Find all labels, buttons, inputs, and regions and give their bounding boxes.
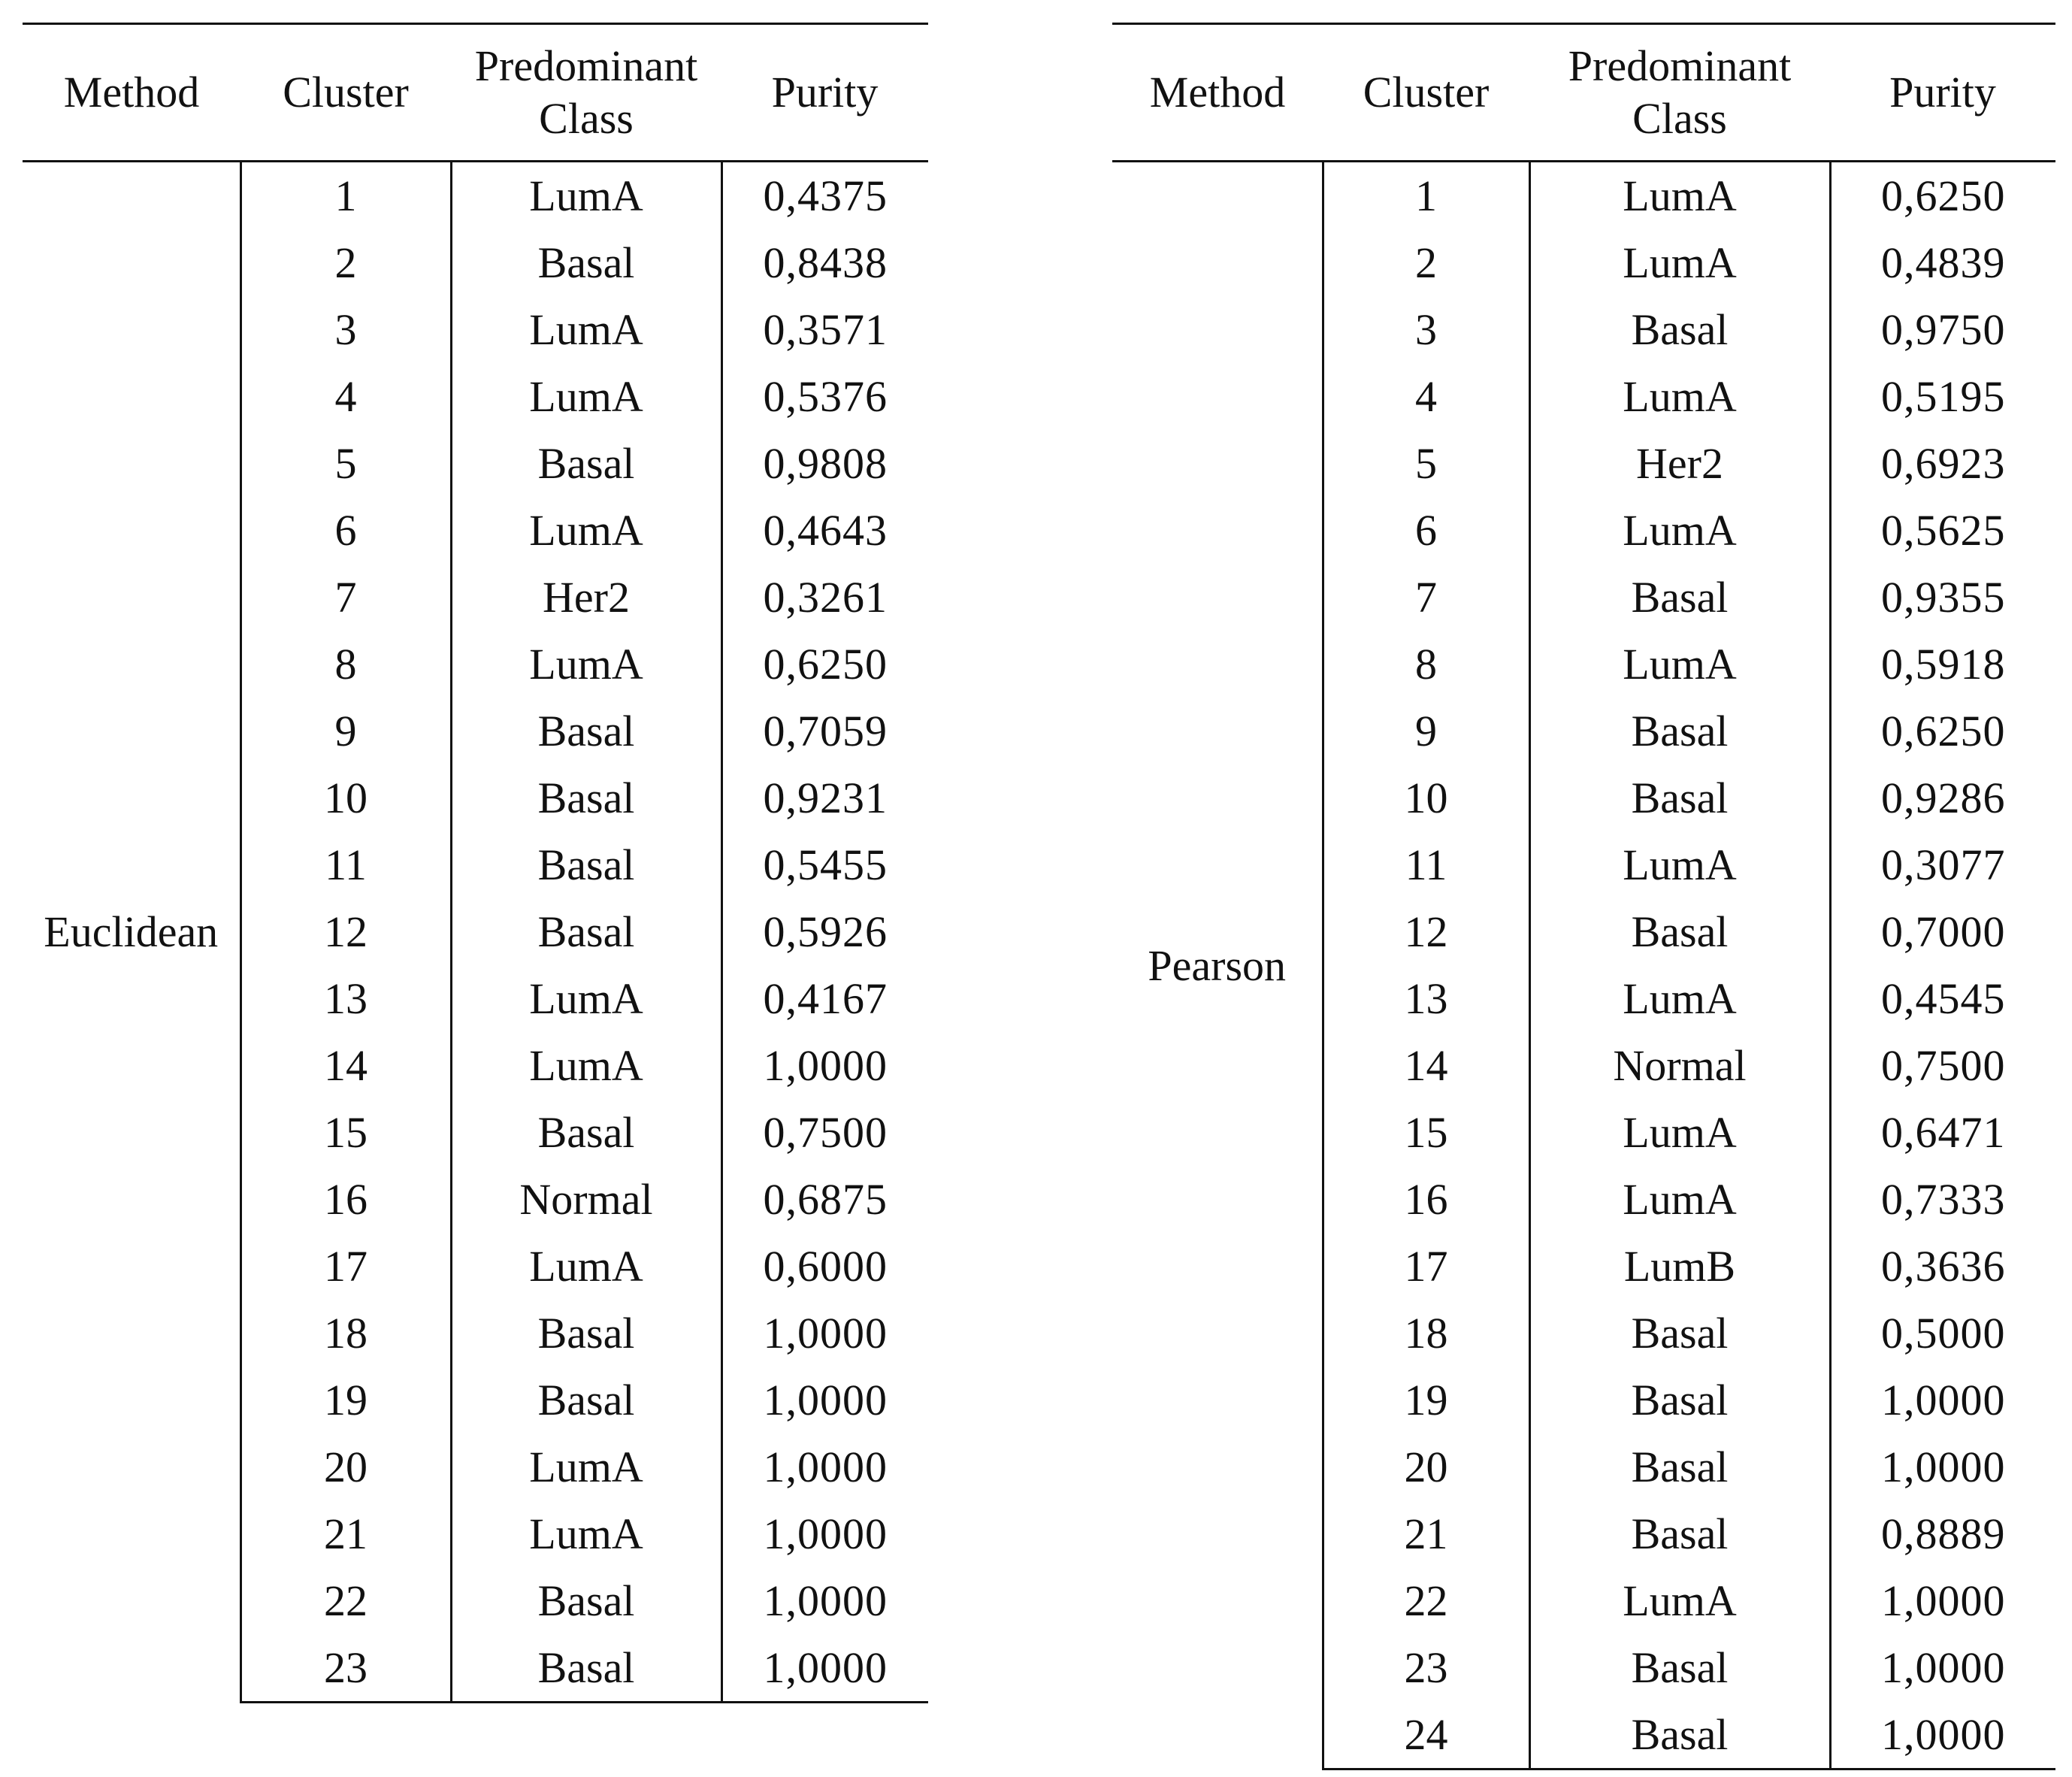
purity-cell: 0,9231 (763, 773, 888, 822)
cluster-cell: 7 (240, 564, 451, 631)
cluster-cell: 18 (240, 1300, 451, 1367)
purity-cell: 0,5195 (1881, 371, 2006, 421)
purity-cell: 0,7333 (1881, 1174, 2006, 1224)
cluster-cell: 10 (240, 764, 451, 831)
purity-header: Purity (721, 24, 928, 162)
cluster-cell: 13 (1323, 965, 1529, 1032)
cluster-cell: 18 (1323, 1300, 1529, 1367)
header-row (1112, 24, 2055, 162)
predominant-class-cell: LumA (1529, 1099, 1830, 1166)
cluster-cell: 10 (1323, 764, 1529, 831)
purity-cell: 0,6471 (1881, 1107, 2006, 1157)
purity-cell: 1,0000 (1881, 1642, 2006, 1692)
predominant-class-cell: LumA (451, 631, 721, 698)
euclidean-purity-table (23, 23, 928, 1703)
purity-cell: 0,4643 (763, 505, 888, 555)
purity-cell: 0,5000 (1881, 1308, 2006, 1358)
cluster-cell: 23 (1323, 1634, 1529, 1701)
predominant-class-cell: Basal (451, 229, 721, 296)
table-row (1112, 162, 2055, 230)
purity-cell: 0,3636 (1881, 1241, 2006, 1291)
purity-cell: 0,7000 (1881, 907, 2006, 956)
cluster-cell: 12 (1323, 898, 1529, 965)
cluster-header: Cluster (1323, 24, 1529, 162)
cluster-cell: 8 (240, 631, 451, 698)
predominant-class-cell: Basal (451, 764, 721, 831)
purity-cell: 0,3077 (1881, 840, 2006, 889)
purity-cell: 0,4167 (763, 973, 888, 1023)
predominant-class-cell: LumA (451, 1433, 721, 1500)
purity-cell: 0,4839 (1881, 238, 2006, 287)
cluster-cell: 15 (240, 1099, 451, 1166)
predominant-class-cell: Her2 (1529, 430, 1830, 497)
purity-cell: 1,0000 (763, 1442, 888, 1491)
cluster-cell: 9 (1323, 698, 1529, 764)
cluster-cell: 11 (240, 831, 451, 898)
cluster-cell: 20 (240, 1433, 451, 1500)
predominant-class-cell: LumA (1529, 229, 1830, 296)
purity-cell: 0,6250 (1881, 171, 2006, 220)
purity-cell: 0,8889 (1881, 1509, 2006, 1558)
predominant-class-cell: Basal (1529, 698, 1830, 764)
purity-cell: 0,5918 (1881, 639, 2006, 689)
predominant-class-cell: LumA (451, 162, 721, 230)
pearson-purity-table (1112, 23, 2055, 1770)
predominant-class-cell: Normal (451, 1166, 721, 1233)
predominant-class-cell: LumA (1529, 162, 1830, 230)
predominant-class-header: Predominant Class (451, 24, 721, 162)
predominant-class-cell: Basal (451, 1300, 721, 1367)
cluster-cell: 6 (240, 497, 451, 564)
purity-cell: 0,4375 (763, 171, 888, 220)
predominant-class-cell: Basal (451, 698, 721, 764)
cluster-header: Cluster (240, 24, 451, 162)
cluster-cell: 1 (240, 162, 451, 230)
predominant-class-header: Predominant Class (1529, 24, 1830, 162)
predominant-class-cell: Basal (1529, 764, 1830, 831)
predominant-class-cell: LumA (451, 497, 721, 564)
purity-cell: 0,5455 (763, 840, 888, 889)
predominant-class-cell: Basal (1529, 1701, 1830, 1769)
table-row (23, 162, 928, 230)
purity-cell: 0,6250 (1881, 706, 2006, 755)
purity-cell: 0,6000 (763, 1241, 888, 1291)
predominant-class-cell: Basal (451, 831, 721, 898)
purity-cell: 1,0000 (1881, 1576, 2006, 1625)
purity-cell: 0,6250 (763, 639, 888, 689)
predominant-class-cell: Basal (1529, 1367, 1830, 1433)
header-row (23, 24, 928, 162)
predominant-class-cell: LumA (1529, 497, 1830, 564)
purity-cell: 0,9355 (1881, 572, 2006, 622)
cluster-cell: 2 (1323, 229, 1529, 296)
cluster-cell: 23 (240, 1634, 451, 1703)
predominant-class-cell: LumA (451, 965, 721, 1032)
predominant-class-cell: Basal (451, 898, 721, 965)
cluster-cell: 12 (240, 898, 451, 965)
predominant-class-cell: Basal (1529, 1433, 1830, 1500)
purity-cell: 0,6923 (1881, 438, 2006, 488)
cluster-cell: 4 (1323, 363, 1529, 430)
predominant-class-cell: LumA (1529, 1166, 1830, 1233)
cluster-cell: 3 (1323, 296, 1529, 363)
purity-cell: 1,0000 (763, 1375, 888, 1424)
cluster-cell: 21 (1323, 1500, 1529, 1567)
cluster-cell: 13 (240, 965, 451, 1032)
predominant-class-cell: LumA (451, 1233, 721, 1300)
predominant-class-cell: LumA (451, 363, 721, 430)
purity-cell: 0,7059 (763, 706, 888, 755)
predominant-class-cell: LumA (1529, 363, 1830, 430)
cluster-cell: 17 (240, 1233, 451, 1300)
purity-cell: 1,0000 (1830, 1701, 2055, 1769)
predominant-class-cell: LumA (451, 296, 721, 363)
predominant-class-cell: LumB (1529, 1233, 1830, 1300)
predominant-class-cell: Basal (451, 1367, 721, 1433)
purity-cell: 0,3261 (763, 572, 888, 622)
cluster-cell: 17 (1323, 1233, 1529, 1300)
cluster-cell: 2 (240, 229, 451, 296)
purity-cell: 0,4545 (1881, 973, 2006, 1023)
predominant-class-cell: Basal (1529, 564, 1830, 631)
cluster-cell: 22 (240, 1567, 451, 1634)
method-header: Method (23, 24, 240, 162)
predominant-class-cell: LumA (1529, 1567, 1830, 1634)
cluster-cell: 7 (1323, 564, 1529, 631)
cluster-cell: 15 (1323, 1099, 1529, 1166)
cluster-cell: 22 (1323, 1567, 1529, 1634)
purity-cell: 0,7500 (1881, 1040, 2006, 1090)
cluster-cell: 24 (1323, 1701, 1529, 1769)
cluster-cell: 6 (1323, 497, 1529, 564)
method-cell: Pearson (1112, 162, 1323, 1769)
cluster-cell: 11 (1323, 831, 1529, 898)
predominant-class-cell: LumA (1529, 631, 1830, 698)
cluster-cell: 16 (1323, 1166, 1529, 1233)
predominant-class-cell: Basal (1529, 296, 1830, 363)
purity-cell: 0,9286 (1881, 773, 2006, 822)
predominant-class-cell: Basal (451, 430, 721, 497)
purity-cell: 0,9750 (1881, 304, 2006, 354)
cluster-cell: 5 (1323, 430, 1529, 497)
predominant-class-cell: Basal (1529, 898, 1830, 965)
predominant-class-cell: Basal (1529, 1634, 1830, 1701)
cluster-cell: 4 (240, 363, 451, 430)
purity-cell: 1,0000 (763, 1308, 888, 1358)
predominant-class-cell: LumA (1529, 831, 1830, 898)
predominant-class-cell: Her2 (451, 564, 721, 631)
predominant-class-cell: LumA (451, 1032, 721, 1099)
predominant-class-cell: Basal (451, 1099, 721, 1166)
purity-cell: 0,8438 (763, 238, 888, 287)
cluster-cell: 19 (1323, 1367, 1529, 1433)
cluster-cell: 16 (240, 1166, 451, 1233)
cluster-cell: 19 (240, 1367, 451, 1433)
predominant-class-cell: Normal (1529, 1032, 1830, 1099)
method-header: Method (1112, 24, 1323, 162)
predominant-class-cell: LumA (451, 1500, 721, 1567)
purity-cell: 0,9808 (763, 438, 888, 488)
purity-cell: 0,7500 (763, 1107, 888, 1157)
table-body (1112, 162, 2055, 1769)
predominant-class-cell: LumA (1529, 965, 1830, 1032)
cluster-cell: 14 (1323, 1032, 1529, 1099)
purity-cell: 0,3571 (763, 304, 888, 354)
cluster-cell: 1 (1323, 162, 1529, 230)
purity-cell: 1,0000 (763, 1509, 888, 1558)
cluster-cell: 20 (1323, 1433, 1529, 1500)
predominant-class-cell: Basal (451, 1634, 721, 1703)
purity-cell: 0,5376 (763, 371, 888, 421)
purity-cell: 1,0000 (1881, 1375, 2006, 1424)
cluster-cell: 21 (240, 1500, 451, 1567)
purity-cell: 1,0000 (1881, 1442, 2006, 1491)
cluster-cell: 8 (1323, 631, 1529, 698)
purity-cell: 0,6875 (763, 1174, 888, 1224)
purity-cell: 1,0000 (763, 1040, 888, 1090)
predominant-class-cell: Basal (451, 1567, 721, 1634)
cluster-cell: 3 (240, 296, 451, 363)
method-cell: Euclidean (23, 162, 240, 1703)
purity-cell: 1,0000 (721, 1634, 928, 1703)
predominant-class-cell: Basal (1529, 1500, 1830, 1567)
purity-cell: 0,5625 (1881, 505, 2006, 555)
purity-cell: 1,0000 (763, 1576, 888, 1625)
cluster-cell: 5 (240, 430, 451, 497)
predominant-class-cell: Basal (1529, 1300, 1830, 1367)
cluster-cell: 14 (240, 1032, 451, 1099)
purity-header: Purity (1830, 24, 2055, 162)
purity-cell: 0,5926 (763, 907, 888, 956)
table-body (23, 162, 928, 1703)
cluster-cell: 9 (240, 698, 451, 764)
